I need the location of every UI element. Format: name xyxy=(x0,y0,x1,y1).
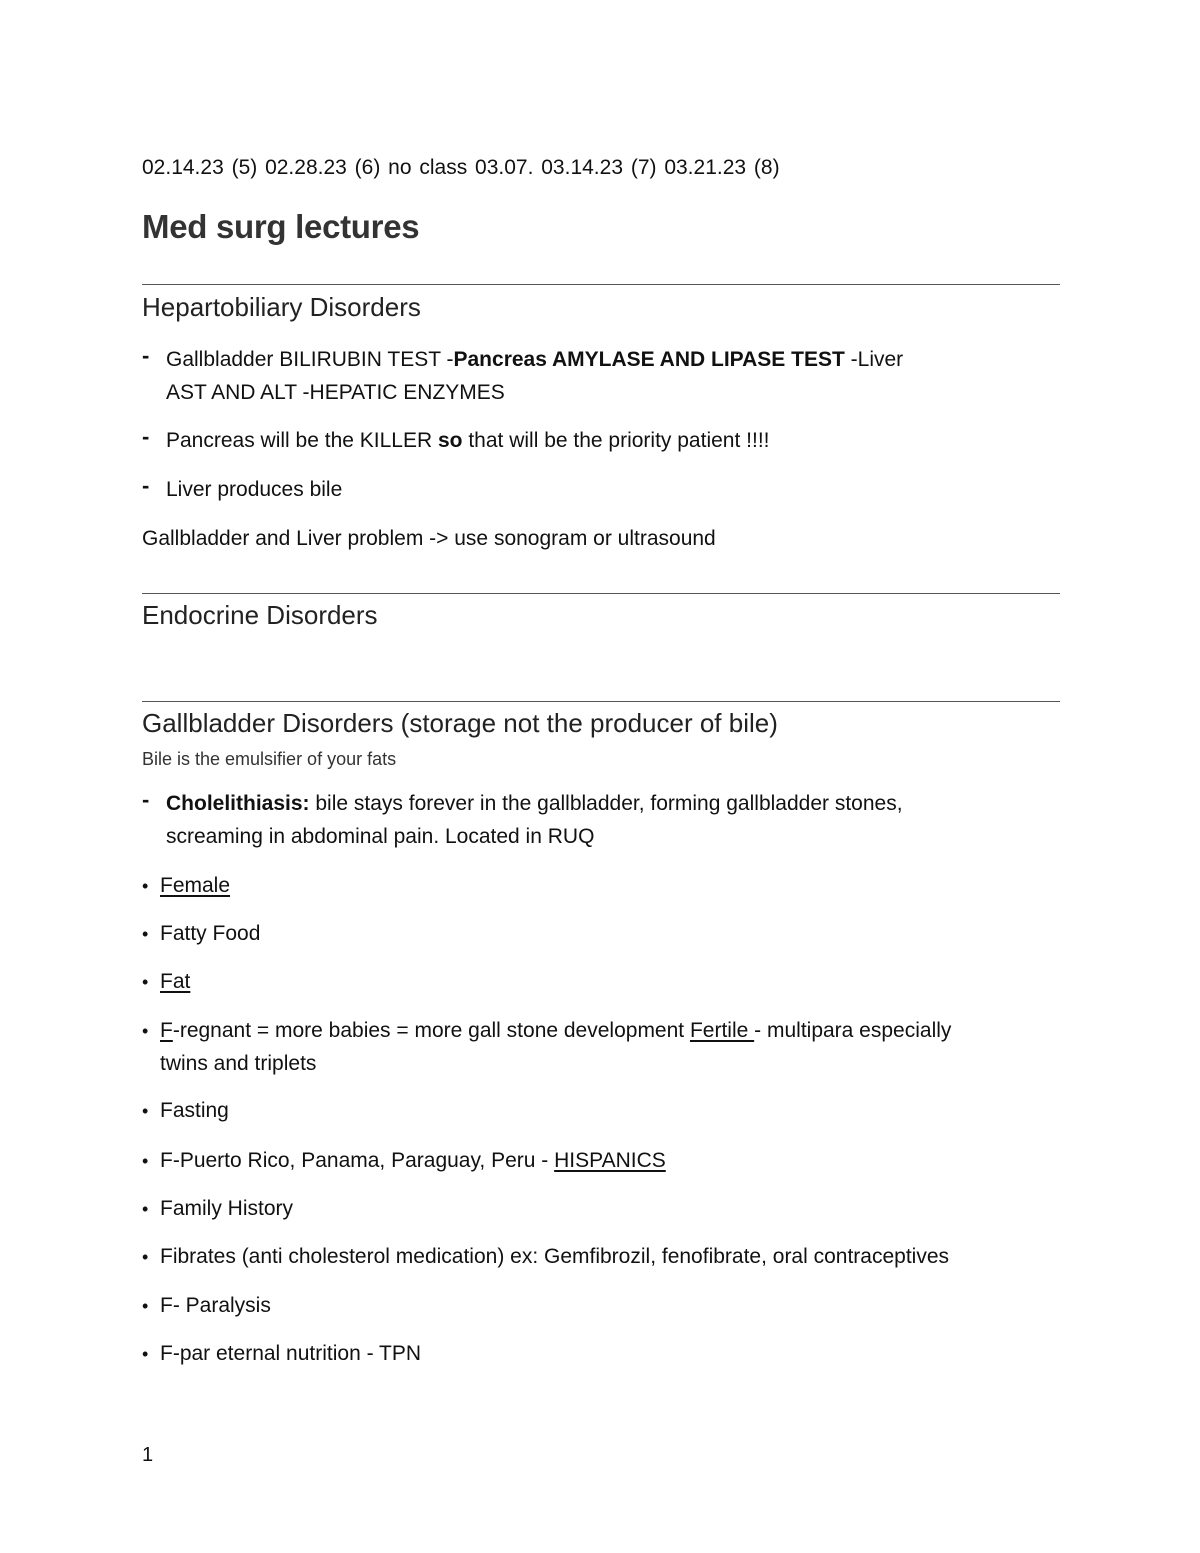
page-title: Med surg lectures xyxy=(142,208,420,245)
risk-factor-fatty-food: Fatty Food xyxy=(160,922,261,945)
section-divider-hepato xyxy=(142,284,1060,285)
bullet-icon: • xyxy=(142,1101,149,1121)
risk-factor-female: Female xyxy=(160,874,231,897)
risk-factor-fasting: Fasting xyxy=(160,1099,229,1122)
heading-hepatobiliary: Hepartobiliary Disorders xyxy=(142,292,421,322)
hepato-item-3: Liver produces bile xyxy=(166,478,343,501)
hepato-item-2-text-a: Pancreas will be the KILLER xyxy=(166,429,438,452)
hepato-item-1-line-1 xyxy=(166,348,903,372)
risk-factor-pregnant-line-1 xyxy=(160,1019,951,1043)
risk-factor-fertile: Fertile xyxy=(689,1019,755,1042)
risk-factor-fat: Fat xyxy=(160,970,191,993)
risk-factor-fibrates: Fibrates (anti cholesterol medication) ex: Gemfibrozil, fenofibrate, oral contraceptives xyxy=(160,1245,950,1268)
section-divider-gallbladder xyxy=(142,701,1060,702)
bullet-icon: • xyxy=(142,1151,149,1171)
hepato-item-2-text-bold: so xyxy=(437,429,463,452)
hepato-note: Gallbladder and Liver problem -> use sonogram or ultrasound xyxy=(142,527,716,550)
dash-bullet-icon: - xyxy=(142,343,150,368)
risk-factor-hispanics: HISPANICS xyxy=(554,1149,666,1172)
cholelithiasis-line-1 xyxy=(166,792,903,816)
hepato-item-2-text-c: that will be the priority patient !!!! xyxy=(462,429,770,452)
risk-factor-ethnicity-text: F-Puerto Rico, Panama, Paraguay, Peru - xyxy=(160,1149,555,1172)
page-number: 1 xyxy=(142,1444,154,1466)
bullet-icon: • xyxy=(142,876,149,896)
risk-factor-pregnant-f: F xyxy=(160,1019,173,1042)
section-divider-endocrine xyxy=(142,593,1060,594)
risk-factor-pregnant-line-2: twins and triplets xyxy=(160,1052,317,1075)
risk-factor-pregnant-text: -regnant = more babies = more gall stone development xyxy=(172,1019,690,1042)
hepato-item-1-text-a: Gallbladder BILIRUBIN TEST - xyxy=(166,348,454,371)
bullet-icon: • xyxy=(142,924,149,944)
risk-factor-family-history: Family History xyxy=(160,1197,294,1220)
heading-endocrine: Endocrine Disorders xyxy=(142,600,378,630)
cholelithiasis-text: bile stays forever in the gallbladder, forming gallbladder stones, xyxy=(309,792,903,815)
dash-bullet-icon: - xyxy=(142,473,150,498)
bullet-icon: • xyxy=(142,972,149,992)
bullet-icon: • xyxy=(142,1344,149,1364)
gallbladder-subtext: Bile is the emulsifier of your fats xyxy=(142,749,397,769)
hepato-item-1-line-2: AST AND ALT -HEPATIC ENZYMES xyxy=(166,381,505,404)
cholelithiasis-line-2: screaming in abdominal pain. Located in RUQ xyxy=(166,825,595,848)
hepato-item-1-text-bold: Pancreas AMYLASE AND LIPASE TEST xyxy=(453,348,845,371)
bullet-icon: • xyxy=(142,1247,149,1267)
risk-factor-ethnicity xyxy=(160,1149,666,1173)
heading-gallbladder: Gallbladder Disorders (storage not the producer of bile) xyxy=(142,708,778,738)
bullet-icon: • xyxy=(142,1199,149,1219)
dash-bullet-icon: - xyxy=(142,787,150,812)
cholelithiasis-label: Cholelithiasis: xyxy=(166,792,310,815)
risk-factor-pregnant-rest: - multipara especially xyxy=(754,1019,952,1042)
risk-factor-paralysis: F- Paralysis xyxy=(160,1294,271,1317)
hepato-item-2 xyxy=(166,429,769,453)
bullet-icon: • xyxy=(142,1021,149,1041)
risk-factor-tpn: F-par eternal nutrition - TPN xyxy=(160,1342,422,1365)
bullet-icon: • xyxy=(142,1296,149,1316)
dash-bullet-icon: - xyxy=(142,424,150,449)
hepato-item-1-text-c: -Liver xyxy=(844,348,904,371)
lecture-dates-line: 02.14.23 (5) 02.28.23 (6) no class 03.07. 03.14.23 (7) 03.21.23 (8) xyxy=(142,156,780,179)
